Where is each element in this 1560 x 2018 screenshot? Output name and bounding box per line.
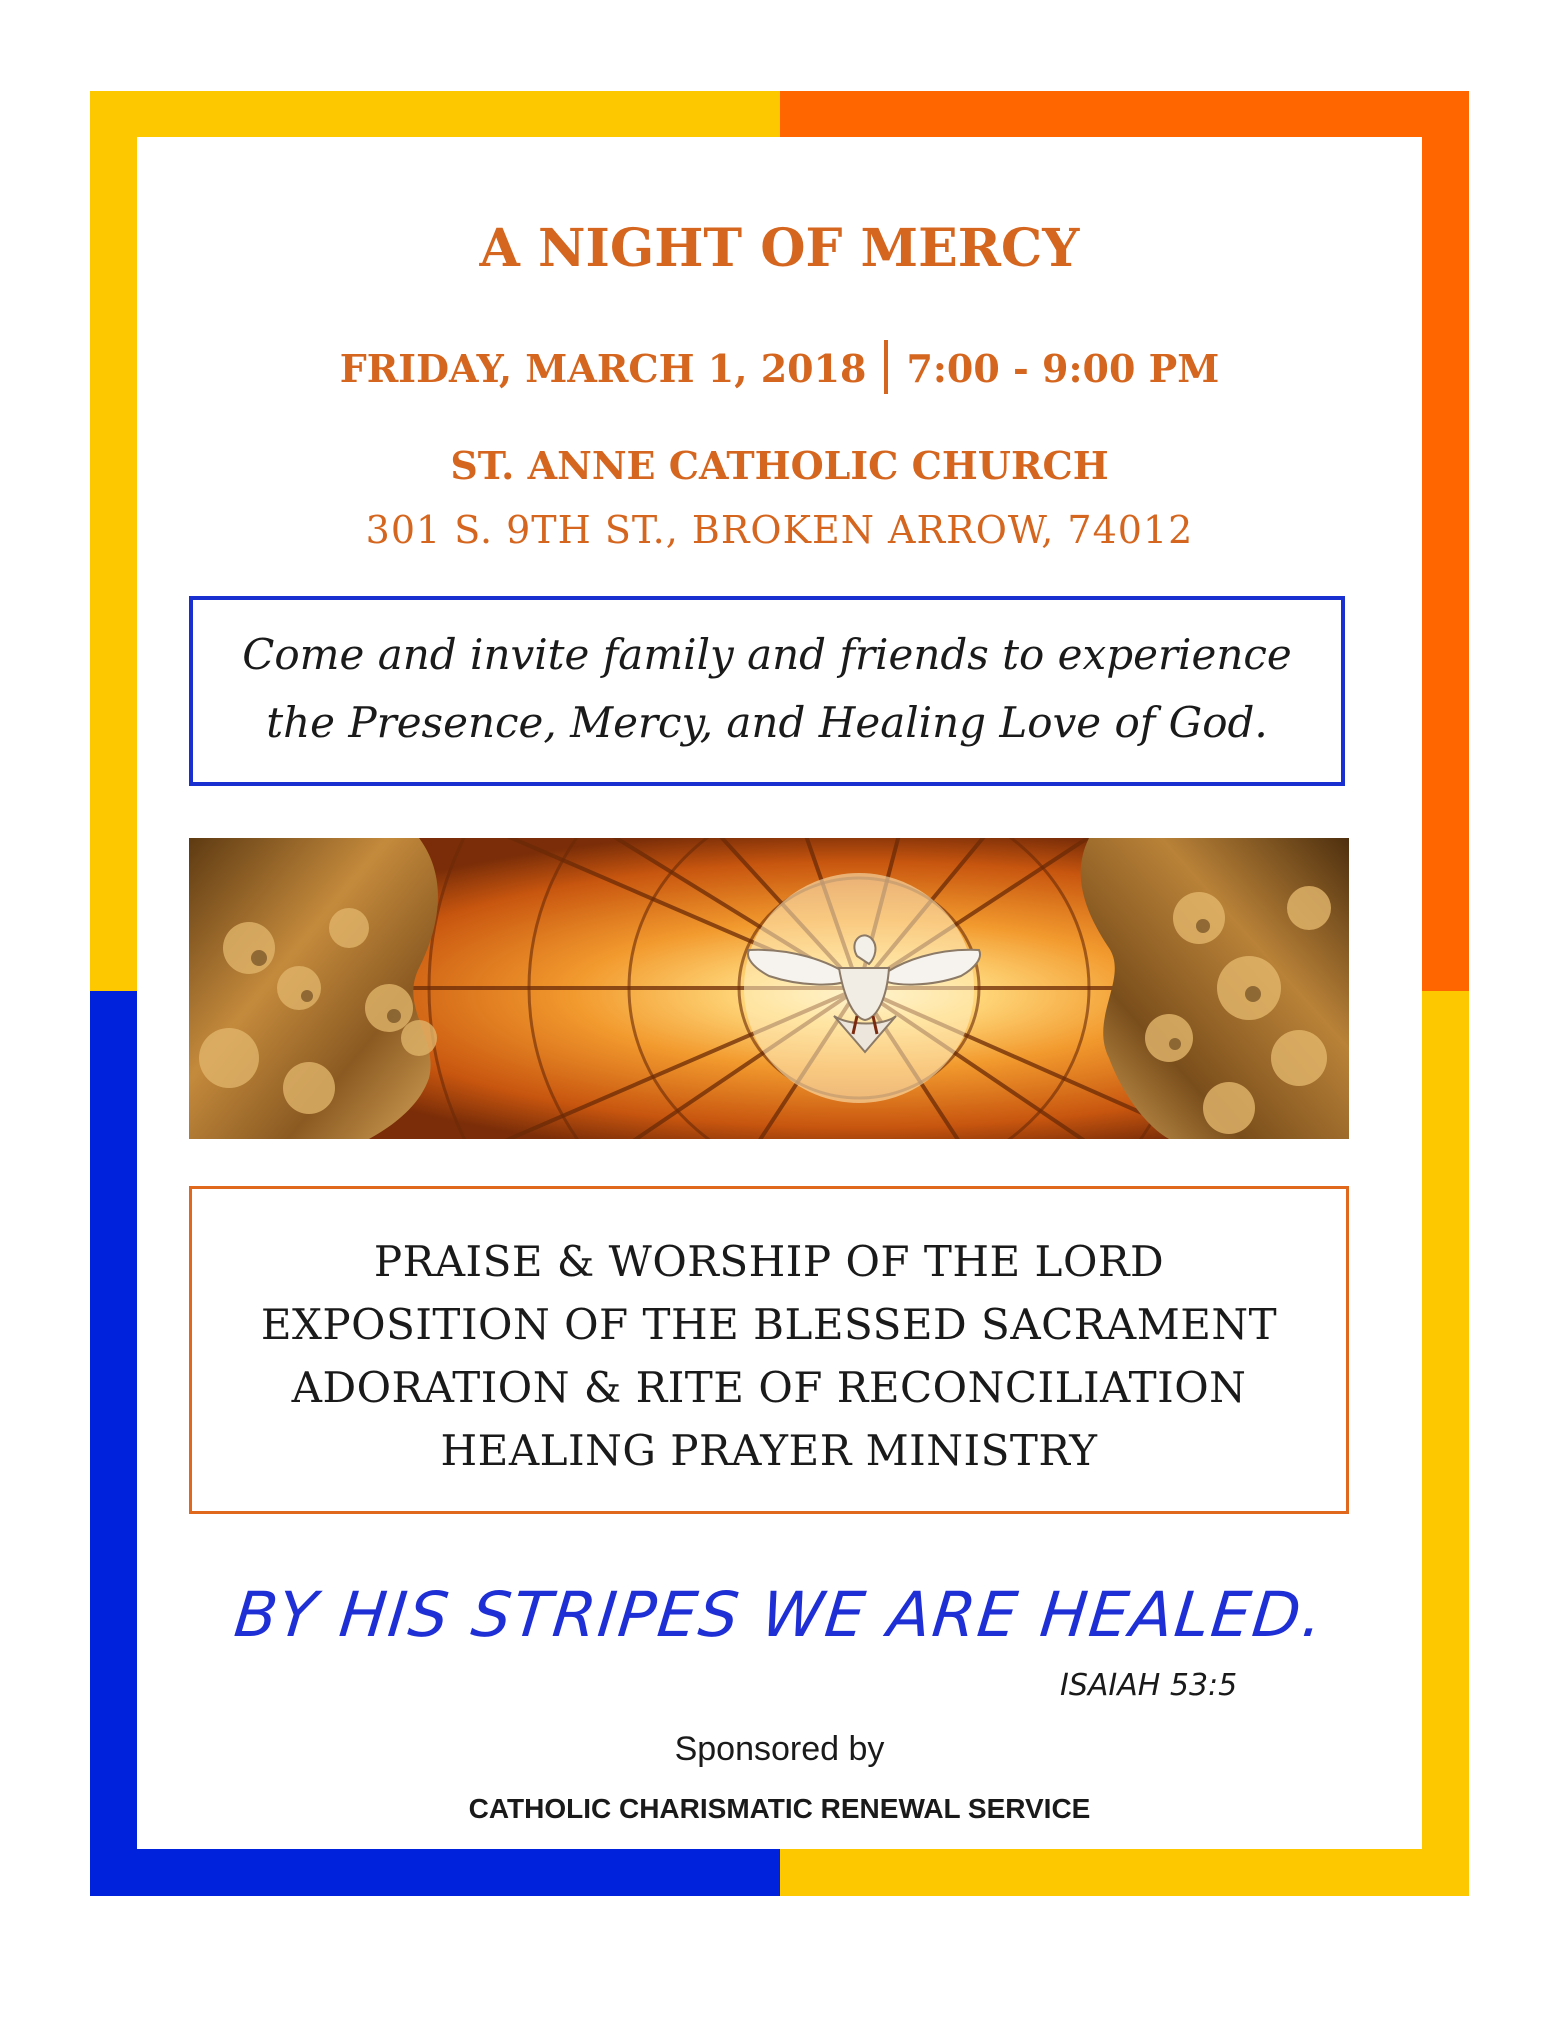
dove-stained-glass-image [189, 838, 1349, 1139]
sponsor-name: CATHOLIC CHARISMATIC RENEWAL SERVICE [468, 1793, 1091, 1824]
activity-item: PRAISE & WORSHIP OF THE LORD [373, 1237, 1165, 1286]
event-time: 7:00 - 9:00 PM [906, 346, 1220, 391]
sponsored-by-label: Sponsored by [674, 1730, 885, 1768]
invitation-line-2: the Presence, Mercy, and Healing Love of God. [266, 698, 1268, 747]
church-name: ST. ANNE CATHOLIC CHURCH [450, 443, 1109, 488]
activity-item: EXPOSITION OF THE BLESSED SACRAMENT [260, 1300, 1278, 1349]
event-datetime [137, 340, 1422, 394]
event-title: A NIGHT OF MERCY [479, 218, 1080, 279]
church-address: 301 S. 9TH ST., BROKEN ARROW, 74012 [365, 508, 1194, 552]
scripture-reference: ISAIAH 53:5 [1060, 1668, 1238, 1703]
scripture-verse: BY HIS STRIPES WE ARE HEALED. [231, 1578, 1328, 1651]
activity-item: HEALING PRAYER MINISTRY [440, 1426, 1098, 1475]
invitation-line-1: Come and invite family and friends to experience [242, 630, 1292, 679]
activity-item: ADORATION & RITE OF RECONCILIATION [291, 1363, 1247, 1412]
dove-stained-glass-icon [189, 838, 1349, 1139]
invitation-box [189, 596, 1345, 786]
activities-box [189, 1186, 1349, 1514]
date-time-divider [884, 340, 888, 394]
event-date: FRIDAY, MARCH 1, 2018 [339, 346, 867, 391]
